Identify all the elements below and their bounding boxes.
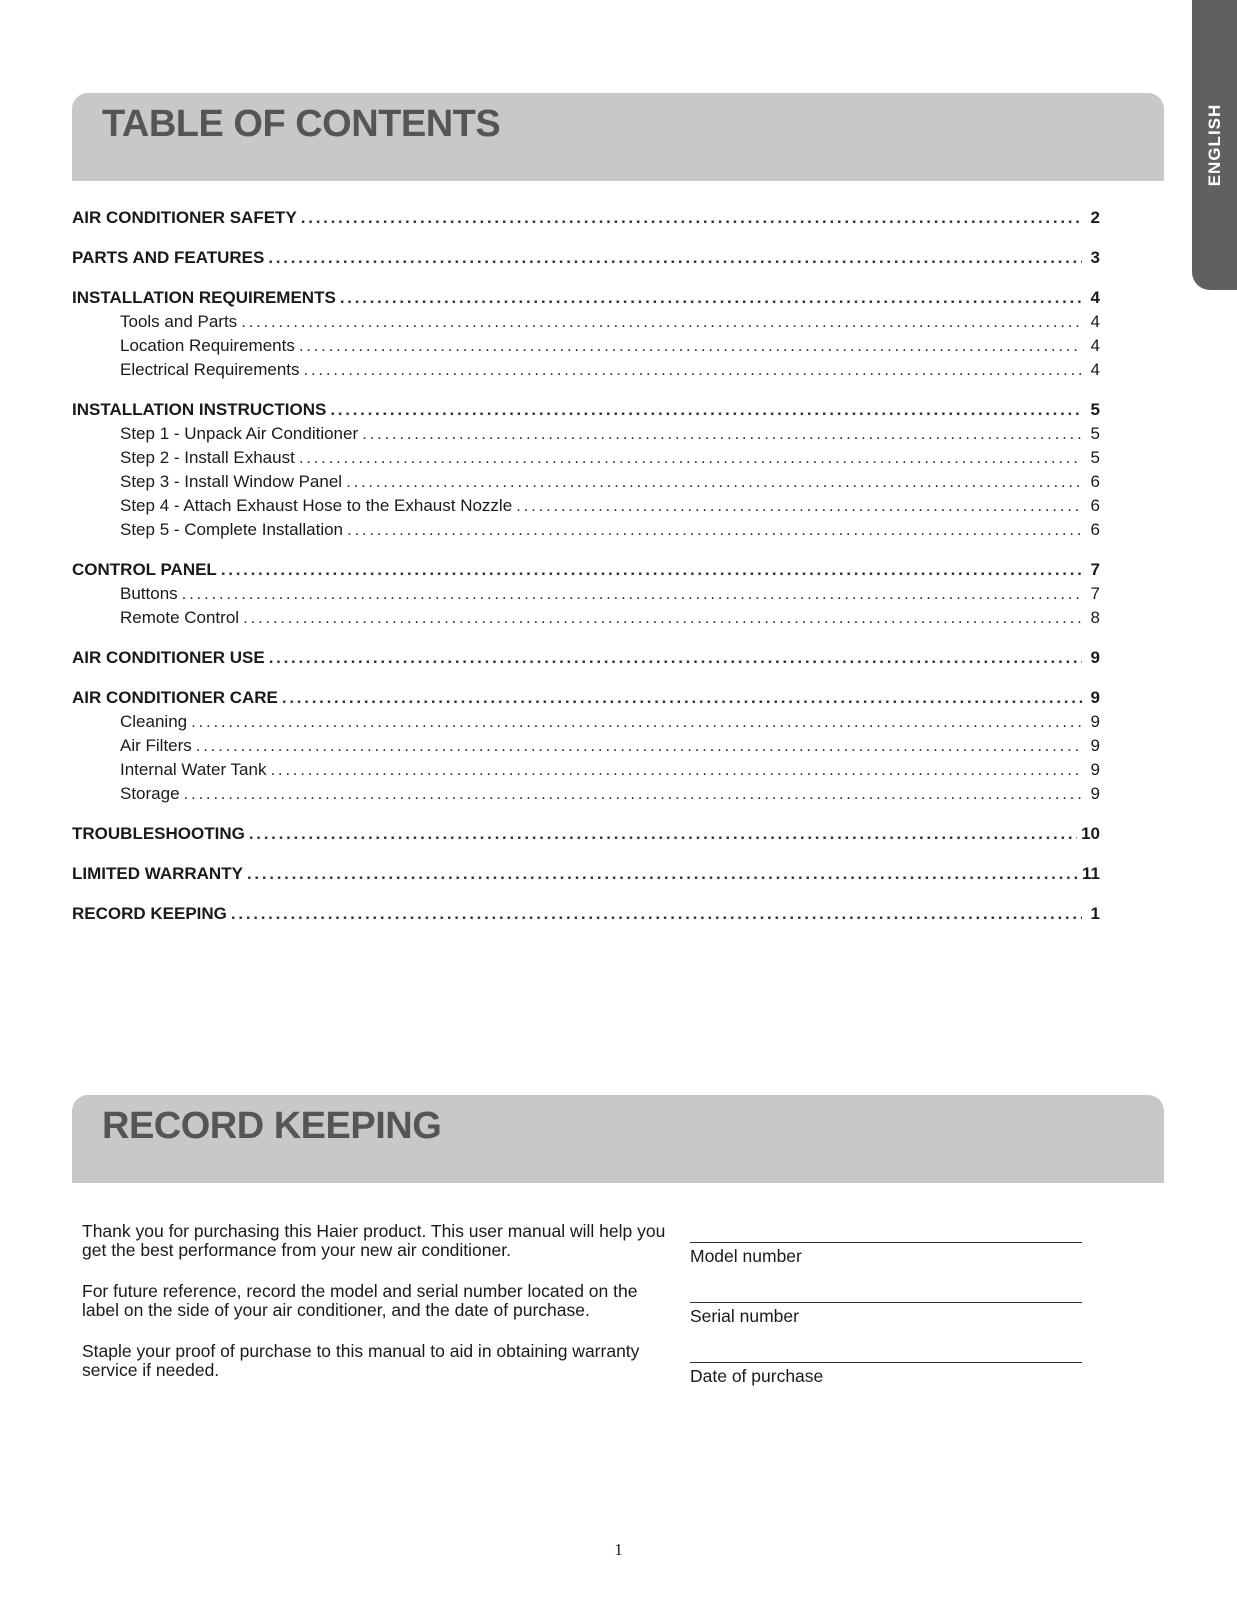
toc-leader-dots [269,646,1082,670]
toc-leader-dots [347,518,1082,542]
toc-entry-title: Step 1 - Unpack Air Conditioner [120,424,359,443]
toc-entry-title: Remote Control [120,608,240,627]
toc-page-number: 5 [1090,448,1100,467]
toc-subsection-entry[interactable] [72,470,1100,494]
serial-number-field [690,1282,1082,1342]
toc-subsection-entry[interactable] [72,446,1100,470]
toc-section-entry[interactable] [72,398,1100,422]
intro-paragraph: Thank you for purchasing this Haier product. This user manual will help you get the best performance from your new air conditioner. [82,1221,666,1260]
toc-section-entry[interactable] [72,822,1100,846]
toc-leader-dots [299,334,1082,358]
toc-page-number: 9 [1090,784,1100,803]
toc-page-number: 10 [1081,824,1100,843]
model-number-line[interactable] [690,1222,1082,1243]
toc-section-entry[interactable] [72,686,1100,710]
toc-page-number: 7 [1090,584,1100,603]
serial-number-label: Serial number [690,1306,799,1326]
toc-entry-title: Step 4 - Attach Exhaust Hose to the Exhaust Nozzle [120,496,513,515]
toc-page-number: 6 [1090,520,1100,539]
toc-entry-title: Step 3 - Install Window Panel [120,472,343,491]
toc-entry-title: Tools and Parts [120,312,238,331]
toc-entry-title: AIR CONDITIONER CARE [72,688,278,707]
toc-page-number: 2 [1090,208,1100,227]
toc-subsection-entry[interactable] [72,582,1100,606]
language-tab[interactable] [1192,0,1237,290]
toc-page-number: 4 [1090,336,1100,355]
toc-leader-dots [516,494,1082,518]
serial-number-line[interactable] [690,1282,1082,1303]
toc-entry-title: Cleaning [120,712,188,731]
toc-entry-title: RECORD KEEPING [72,904,227,923]
toc-leader-dots [184,782,1082,806]
toc-page-number: 5 [1090,424,1100,443]
date-of-purchase-label: Date of purchase [690,1366,824,1386]
toc-leader-dots [330,398,1082,422]
toc-page-number: 9 [1090,736,1100,755]
record-keeping-title: RECORD KEEPING [102,1105,442,1147]
toc-leader-dots [243,606,1082,630]
toc-entry-title: Step 2 - Install Exhaust [120,448,295,467]
toc-section-entry[interactable] [72,206,1100,230]
toc-entry-title: LIMITED WARRANTY [72,864,243,883]
toc-leader-dots [249,822,1077,846]
toc-subsection-entry[interactable] [72,710,1100,734]
toc-leader-dots [196,734,1082,758]
toc-subsection-entry[interactable] [72,758,1100,782]
toc-page-number: 8 [1090,608,1100,627]
toc-subsection-entry[interactable] [72,734,1100,758]
toc-leader-dots [299,446,1082,470]
record-keeping-banner [72,1095,1164,1183]
table-of-contents [72,206,1100,926]
toc-page-number: 4 [1090,288,1100,307]
toc-subsection-entry[interactable] [72,422,1100,446]
toc-page-number: 11 [1082,864,1100,883]
toc-section-entry[interactable] [72,902,1100,926]
toc-subsection-entry[interactable] [72,310,1100,334]
toc-page-number: 9 [1090,648,1100,667]
toc-subsection-entry[interactable] [72,606,1100,630]
toc-section-entry[interactable] [72,246,1100,270]
toc-entry-title: AIR CONDITIONER USE [72,648,265,667]
reference-paragraph: For future reference, record the model and serial number located on the label on the side of your air conditioner, and the date of purchase. [82,1281,638,1320]
toc-subsection-entry[interactable] [72,518,1100,542]
toc-entry-title: TROUBLESHOOTING [72,824,245,843]
toc-section-entry[interactable] [72,558,1100,582]
toc-entry-title: Electrical Requirements [120,360,300,379]
toc-entry-title: Storage [120,784,180,803]
toc-title: TABLE OF CONTENTS [102,103,501,145]
toc-leader-dots [191,710,1082,734]
toc-subsection-entry[interactable] [72,334,1100,358]
toc-leader-dots [340,286,1082,310]
toc-entry-title: INSTALLATION REQUIREMENTS [72,288,336,307]
toc-page-number: 9 [1090,760,1100,779]
toc-subsection-entry[interactable] [72,358,1100,382]
toc-section-entry[interactable] [72,646,1100,670]
toc-page-number: 9 [1090,712,1100,731]
toc-page-number: 6 [1090,496,1100,515]
language-label: ENGLISH [1204,103,1224,187]
toc-entry-title: CONTROL PANEL [72,560,217,579]
toc-leader-dots [270,758,1082,782]
toc-leader-dots [231,902,1082,926]
toc-entry-title: Buttons [120,584,178,603]
toc-page-number: 5 [1090,400,1100,419]
toc-leader-dots [241,310,1082,334]
toc-leader-dots [247,862,1078,886]
toc-leader-dots [221,558,1082,582]
toc-leader-dots [182,582,1082,606]
date-of-purchase-field [690,1342,1082,1402]
toc-leader-dots [301,206,1082,230]
toc-subsection-entry[interactable] [72,494,1100,518]
toc-page-number: 3 [1090,248,1100,267]
model-number-label: Model number [690,1246,802,1266]
record-keeping-text [82,1222,672,1402]
page-number: 1 [614,1540,623,1559]
record-fields [690,1222,1082,1402]
toc-page-number: 9 [1090,688,1100,707]
toc-page-number: 6 [1090,472,1100,491]
toc-entry-title: AIR CONDITIONER SAFETY [72,208,297,227]
toc-entry-title: INSTALLATION INSTRUCTIONS [72,400,327,419]
toc-page-number: 4 [1090,360,1100,379]
toc-entry-title: Internal Water Tank [120,760,267,779]
toc-leader-dots [268,246,1082,270]
toc-entry-title: PARTS AND FEATURES [72,248,265,267]
toc-entry-title: Air Filters [120,736,192,755]
toc-page-number: 7 [1090,560,1100,579]
toc-section-entry[interactable] [72,286,1100,310]
model-number-field [690,1222,1082,1282]
toc-entry-title: Location Requirements [120,336,295,355]
toc-section-entry[interactable] [72,862,1100,886]
toc-subsection-entry[interactable] [72,782,1100,806]
toc-header-banner [72,93,1164,181]
staple-paragraph: Staple your proof of purchase to this manual to aid in obtaining warranty service if needed. [82,1341,640,1380]
toc-leader-dots [282,686,1082,710]
toc-leader-dots [304,358,1082,382]
toc-leader-dots [362,422,1082,446]
toc-leader-dots [346,470,1082,494]
toc-page-number: 1 [1090,904,1100,923]
date-of-purchase-line[interactable] [690,1342,1082,1363]
toc-entry-title: Step 5 - Complete Installation [120,520,344,539]
toc-page-number: 4 [1090,312,1100,331]
